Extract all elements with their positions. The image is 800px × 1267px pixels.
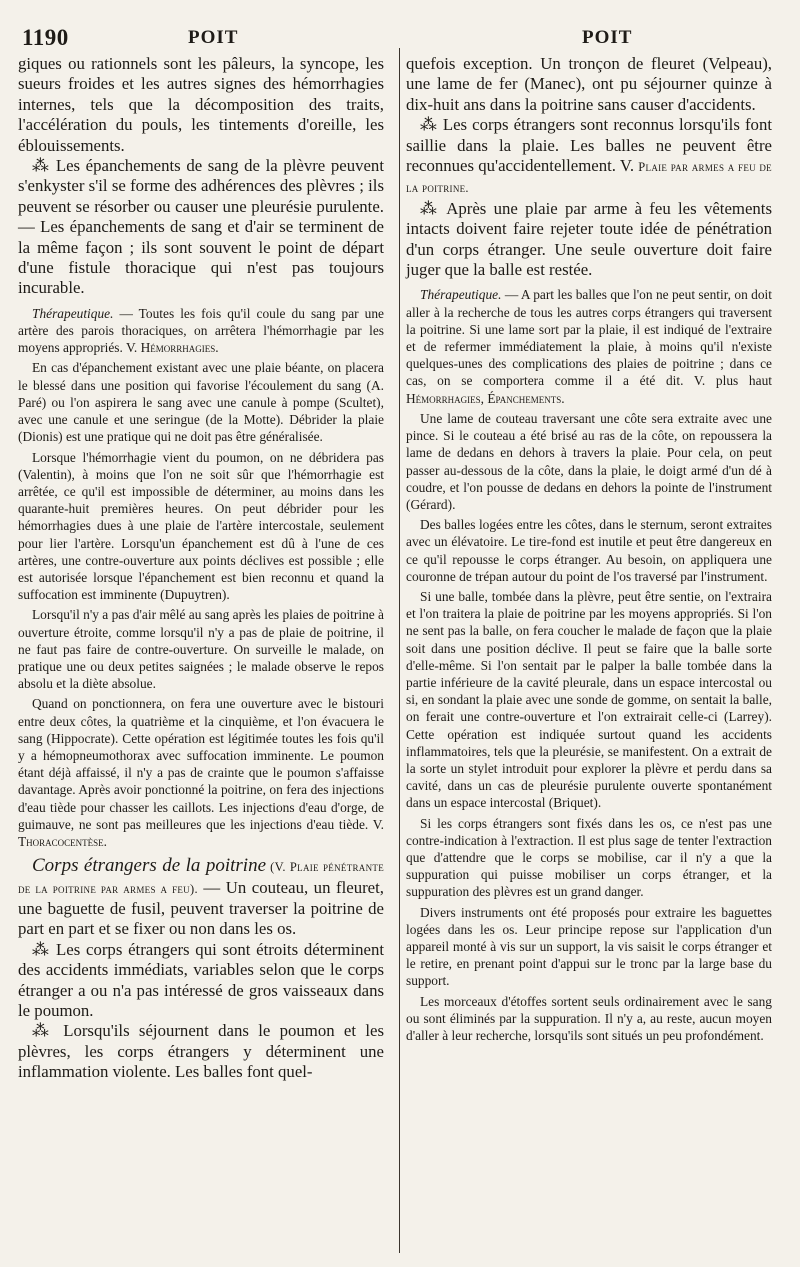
paragraph: Si une balle, tombée dans la plèvre, peut être sentie, on l'extraira et l'on traitera la plaie de poitrine par les moyens appropriés. Si l'on ne sent pas la balle, on fera coucher le malade de façon que la plaie soit dans une position déclive. Il peut se faire que la balle sorte d'elle-même. Si l'on sentait par le palper la balle tombée dans la partie inférieure de la cavité pleurale, dans un espace intercostal ou si, en sondant la plaie avec une sonde de gomme, on sentait la balle, on ferait une contre-ouverture et l'on extrairait celle-ci (Larrey). Cette opération est indiquée surtout quand les accidents inflammatoires, tels que la pleurésie, se manifestent. On a extrait de la sorte un stylet introduit pour explorer la plèvre et perdu dans sa cavité, dans un cas de pleurésie purulente ouverte spontanément dans un espace intercostal (Briquet). [406,588,772,811]
paragraph: ⁂ Les épanchements de sang de la plèvre peuvent s'enkyster s'il se forme des adhérences des plèvres ; ils peuvent se résorber ou causer une pleurésie purulente. — Les épanchements de sang et d'air se terminent de la même façon ; ils sont souvent le point de départ d'une fistule thoracique qui n'est pas toujours incurable. [18,156,384,298]
left-column [18,54,384,1083]
section-label: Thérapeutique. [32,305,114,321]
paragraph: Lorsqu'il n'y a pas d'air mêlé au sang après les plaies de poitrine à ouverture étroite, comme lorsqu'il n'y a pas de plaie de poitrine, il ne faut pas faire de contre-ouverture. On surveille le malade, on pratique une ou deux petites saignées ; le malade observe le repos absolu et la diète absolue. [18,607,384,692]
paragraph: ⁂ Lorsqu'ils séjournent dans le poumon et les plèvres, les corps étrangers y déterminent une inflammation violente. Les balles font quel- [18,1021,384,1082]
section-label: Thérapeutique. [420,287,502,303]
paragraph: Des balles logées entre les côtes, dans le sternum, seront extraites avec un élévatoire. Le tire-fond est inutile et peut être dangereux en ce qu'il repousse le corps étranger. Au besoin, on appliquera une couronne de trépan autour du point de l'os traversé par l'instrument. [406,517,772,584]
paragraph: Si les corps étrangers sont fixés dans les os, ce n'est pas une contre-indication à l'extraction. Il est plus sage de tenter l'extraction que d'attendre que le corps se mobilise, car il n'y a que la suppuration qui puisse mobiliser un corps étranger, et la suppuration des plèvres est un grand danger. [406,815,772,900]
cross-reference: Plaie par armes a feu de la poitrine. [406,160,772,196]
paragraph-text: Quand on ponctionnera, on fera une ouverture avec le bistouri entre deux côtes, la quatrième et la cinquième, et l'on évacuera le sang (Hippocrate). Cette opération est légitimée toutes les fois qu'il y a hémopneumothorax avec suffocation imminente. Le poumon étant déjà affaissé, il n'y a pas de crainte que le poumon s'affaisse davantage. Après avoir ponctionné la poitrine, on fera des injections d'eau tiède pour chasser les caillots. Les injections d'eau d'orge, de guimauve, ne sont pas meilleures que les injections d'eau tiède. V. [18,696,384,832]
paragraph: Les morceaux d'étoffes sortent seuls ordinairement avec le sang ou sont éliminés par la suppuration. Il n'y a, au reste, aucun moyen d'aller à leur recherche, lorsqu'ils sont situés un peu profondément. [406,993,772,1043]
paragraph-text: — Toutes les fois qu'il coule du sang par une artère des parois thoraciques, on arrêtera l'hémorrhagie par les moyens appropriés. V. [18,305,384,356]
right-column [406,54,772,1044]
right-running-title: POIT [582,27,633,48]
paragraph: Lorsque l'hémorrhagie vient du poumon, on ne débridera pas (Valentin), à moins que l'on ne soit sûr que l'hémorrhagie est arrêtée, ce qu'il est impossible de déterminer, au moins dans les quarante-huit premières heures. On peut débrider pour les hémorrhagies dues à une plaie de l'artère intercostale, seulement pour lier l'artère. Lorsqu'un épanchement est dû à l'une de ces artères, une contre-ouverture aux points déclives est possible ; elle est autorisée lorsque l'épanchement est bien reconnu et quand la suffocation est imminente (Dupuytren). [18,449,384,603]
therapeutics-paragraph [406,286,772,406]
paragraph: giques ou rationnels sont les pâleurs, la syncope, les sueurs froides et les autres signes des hémorrhagies internes, tels que la décomposition des traits, l'accélération du pouls, les tintements d'oreille, les éblouissements. [18,54,384,155]
section-heading: Corps étrangers de la poitrine [32,855,267,877]
paragraph: Une lame de couteau traversant une côte sera extraite avec une pince. Si le couteau a été brisé au ras de la côte, on repoussera la lame de dedans en dehors à travers la plaie. Pour cela, on peut passer au-dessous de la côte, dans la plaie, le doigt armé d'un dé à coudre, et l'on pousse de dedans en dehors la pointe de l'instrument (Gérard). [406,410,772,512]
cross-reference: Hémorrhagies. [140,340,219,356]
paragraph-text: ⁂ Les corps étrangers sont reconnus lorsqu'ils font saillie dans la plaie. Les balles ne peuvent être reconnues qu'accidentellement. V. [406,115,772,176]
paragraph-text: — A part les balles que l'on ne peut sentir, on doit aller à la recherche de tous les autres corps étrangers qui traversent la poitrine. Si une lame sort par la plaie, il est indiqué de l'extraire et de refermer immédiatement la plaie, à moins qu'il n'existe quelques-unes des complications des plaies de poitrine ; dans ce cas, on se comportera comme il a été dit. V. plus haut [406,287,772,389]
cross-reference: (V. Plaie pénétrante de la poitrine par armes a feu). [18,860,384,896]
paragraph [18,695,384,850]
section-heading-paragraph [18,856,384,940]
paragraph-text: — Un couteau, un fleuret, une baguette de fusil, peuvent traverser la poitrine de part en part et se fixer ou non dans les os. [18,877,384,939]
paragraph [406,115,772,199]
page-number: 1190 [22,25,69,50]
paragraph: En cas d'épanchement existant avec une plaie béante, on placera le blessé dans une position qui favorise l'écoulement du sang (A. Paré) ou l'on aspirera le sang avec une canule à pompe (Scultet), avec une canule et une seringue (de la Motte). Débrider la plaie (Dionis) est une pratique qui ne doit pas être généralisée. [18,360,384,445]
therapeutics-paragraph [18,305,384,357]
paragraph: Divers instruments ont été proposés pour extraire les baguettes logées dans les os. Leur principe repose sur l'application d'un appareil monté à vis sur un support, la vis saisit le corps étranger et le retire, en prenant point d'appui sur le tronc par la large base du support. [406,904,772,989]
paragraph: quefois exception. Un tronçon de fleuret (Velpeau), une lame de fer (Manec), ont pu séjourner quinze à dix-huit ans dans la poitrine sans causer d'accidents. [406,54,772,114]
cross-reference: Hémorrhagies, Épanchements. [406,390,565,406]
paragraph: ⁂ Les corps étrangers qui sont étroits déterminent des accidents immédiats, variables selon que le corps étranger a ou n'a pas intéressé de gros vaisseaux dans le poumon. [18,939,384,1021]
running-header [22,23,778,57]
left-running-title: POIT [188,27,239,48]
paragraph: ⁂ Après une plaie par arme à feu les vêtements intacts doivent faire rejeter toute idée de pénétration d'un corps étranger. Une seule ouverture doit faire juger que la balle est restée. [406,198,772,280]
cross-reference: Thoracocentèse. [18,833,108,849]
column-divider [399,48,400,1253]
